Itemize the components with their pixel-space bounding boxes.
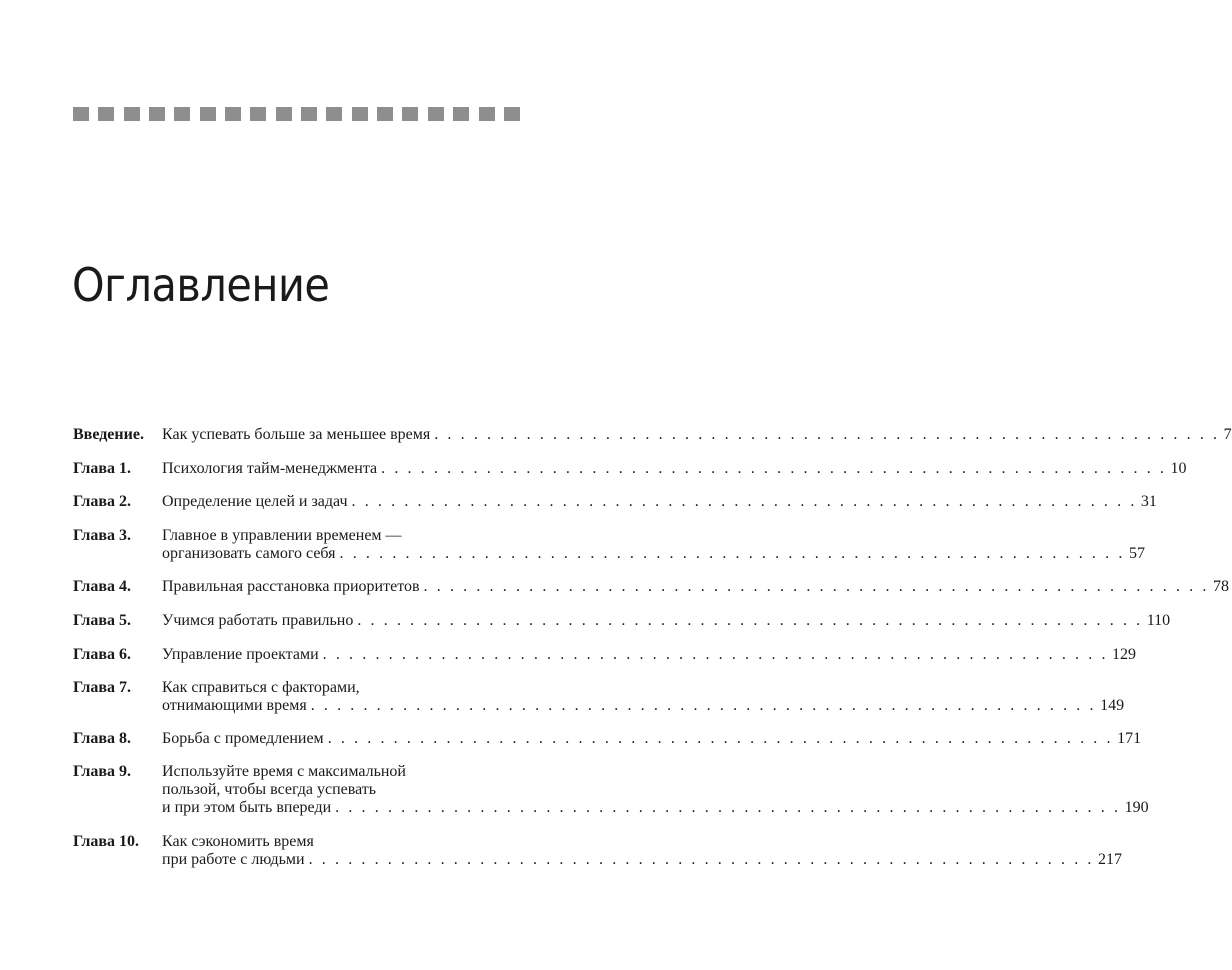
dash — [453, 107, 469, 121]
toc-entry-label: Глава 9. — [73, 763, 131, 780]
dash — [428, 107, 444, 121]
dot-leader: . . . . . . . . . . . . . . . . . . . . . . . . . . . . . . . . . . . . . . . . . . . . . . . . . . . . . . . . . . . . — [357, 612, 1143, 629]
toc-entry-chapter-3[interactable] — [73, 527, 1145, 563]
dash — [276, 107, 292, 121]
toc-entry-chapter-6[interactable] — [73, 646, 1137, 664]
toc-entry-label: Глава 10. — [73, 833, 139, 850]
dot-leader: . . . . . . . . . . . . . . . . . . . . . . . . . . . . . . . . . . . . . . . . . . . . . . . . . . . . . . . . . . . . — [310, 697, 1097, 714]
toc-entry-page: 217 — [1098, 851, 1123, 868]
dash — [174, 107, 190, 121]
dash — [377, 107, 393, 121]
toc-entry-title-line: пользой, чтобы всегда успевать — [162, 781, 377, 798]
toc-entry-title-line: Используйте время с максимальной — [162, 763, 406, 780]
dot-leader: . . . . . . . . . . . . . . . . . . . . . . . . . . . . . . . . . . . . . . . . . . . . . . . . . . . . . . . . . . . . — [327, 730, 1114, 747]
toc-entry-title: Управление проектами — [162, 646, 319, 663]
dot-leader: . . . . . . . . . . . . . . . . . . . . . . . . . . . . . . . . . . . . . . . . . . . . . . . . . . . . . . . . . . . . — [339, 545, 1125, 562]
toc-entry-title: Как успевать больше за меньшее время — [162, 426, 431, 443]
dash — [225, 107, 241, 121]
toc-entry-label: Глава 3. — [73, 527, 131, 544]
toc-entry-chapter-2[interactable] — [73, 493, 1157, 511]
toc-entry-label: Глава 2. — [73, 493, 131, 510]
dot-leader: . . . . . . . . . . . . . . . . . . . . . . . . . . . . . . . . . . . . . . . . . . . . . . . . . . . . . . . . . . . . — [434, 426, 1220, 443]
table-of-contents — [73, 426, 1232, 869]
toc-entry-title: Правильная расстановка приоритетов — [162, 578, 420, 595]
dash — [200, 107, 216, 121]
toc-entry-title: и при этом быть впереди — [162, 799, 332, 816]
toc-entry-page: 171 — [1117, 730, 1142, 747]
toc-entry-label: Глава 5. — [73, 612, 131, 629]
toc-entry-title: Определение целей и задач — [162, 493, 348, 510]
toc-entry-chapter-10[interactable] — [73, 833, 1123, 869]
toc-entry-title: Борьба с промедлением — [162, 730, 324, 747]
page-title: Оглавление — [72, 258, 330, 312]
toc-entry-title: организовать самого себя — [162, 545, 336, 562]
dot-leader: . . . . . . . . . . . . . . . . . . . . . . . . . . . . . . . . . . . . . . . . . . . . . . . . . . . . . . . . . . . . — [335, 799, 1121, 816]
toc-entry-title: Психология тайм-менеджмента — [162, 460, 378, 477]
dash — [402, 107, 418, 121]
dash — [479, 107, 495, 121]
toc-entry-title: Учимся работать правильно — [162, 612, 354, 629]
toc-entry-page: 7 — [1223, 426, 1232, 443]
toc-entry-chapter-5[interactable] — [73, 612, 1171, 630]
toc-entry-chapter-4[interactable] — [73, 578, 1229, 596]
toc-entry-title: отнимающими время — [162, 697, 307, 714]
dash — [504, 107, 520, 121]
toc-entry-label: Глава 1. — [73, 460, 131, 477]
toc-entry-title-line: Как сэкономить время — [162, 833, 314, 850]
toc-entry-page: 110 — [1146, 612, 1171, 629]
toc-entry-title-line: Как справиться с факторами, — [162, 679, 360, 696]
toc-entry-chapter-8[interactable] — [73, 730, 1142, 748]
dash — [149, 107, 165, 121]
dash — [326, 107, 342, 121]
toc-entry-label: Глава 7. — [73, 679, 131, 696]
toc-entry-page: 10 — [1170, 460, 1187, 477]
dash — [98, 107, 114, 121]
toc-entry-chapter-1[interactable] — [73, 460, 1187, 478]
toc-entry-chapter-7[interactable] — [73, 679, 1125, 715]
dot-leader: . . . . . . . . . . . . . . . . . . . . . . . . . . . . . . . . . . . . . . . . . . . . . . . . . . . . . . . . . . . . — [322, 646, 1109, 663]
toc-entry-label: Глава 6. — [73, 646, 131, 663]
toc-entry-label: Введение. — [73, 426, 144, 443]
dot-leader: . . . . . . . . . . . . . . . . . . . . . . . . . . . . . . . . . . . . . . . . . . . . . . . . . . . . . . . . . . . . — [308, 851, 1095, 868]
toc-entry-intro[interactable] — [73, 426, 1232, 444]
toc-entry-title: при работе с людьми — [162, 851, 305, 868]
dot-leader: . . . . . . . . . . . . . . . . . . . . . . . . . . . . . . . . . . . . . . . . . . . . . . . . . . . . . . . . . . . . — [423, 578, 1209, 595]
toc-entry-page: 190 — [1124, 799, 1149, 816]
dot-leader: . . . . . . . . . . . . . . . . . . . . . . . . . . . . . . . . . . . . . . . . . . . . . . . . . . . . . . . . . . . . — [381, 460, 1167, 477]
dash — [301, 107, 317, 121]
toc-entry-label: Глава 4. — [73, 578, 131, 595]
dash — [250, 107, 266, 121]
dash — [124, 107, 140, 121]
toc-entry-chapter-9[interactable] — [73, 763, 1149, 817]
toc-entry-page: 78 — [1212, 578, 1229, 595]
toc-entry-page: 129 — [1112, 646, 1137, 663]
toc-entry-title-line: Главное в управлении временем — — [162, 527, 402, 544]
dot-leader: . . . . . . . . . . . . . . . . . . . . . . . . . . . . . . . . . . . . . . . . . . . . . . . . . . . . . . . . . . . . — [351, 493, 1137, 510]
dash — [352, 107, 368, 121]
decorative-dash-bar — [73, 107, 520, 121]
dash — [73, 107, 89, 121]
toc-entry-page: 31 — [1140, 493, 1157, 510]
toc-entry-page: 149 — [1100, 697, 1125, 714]
toc-entry-page: 57 — [1128, 545, 1145, 562]
toc-entry-label: Глава 8. — [73, 730, 131, 747]
